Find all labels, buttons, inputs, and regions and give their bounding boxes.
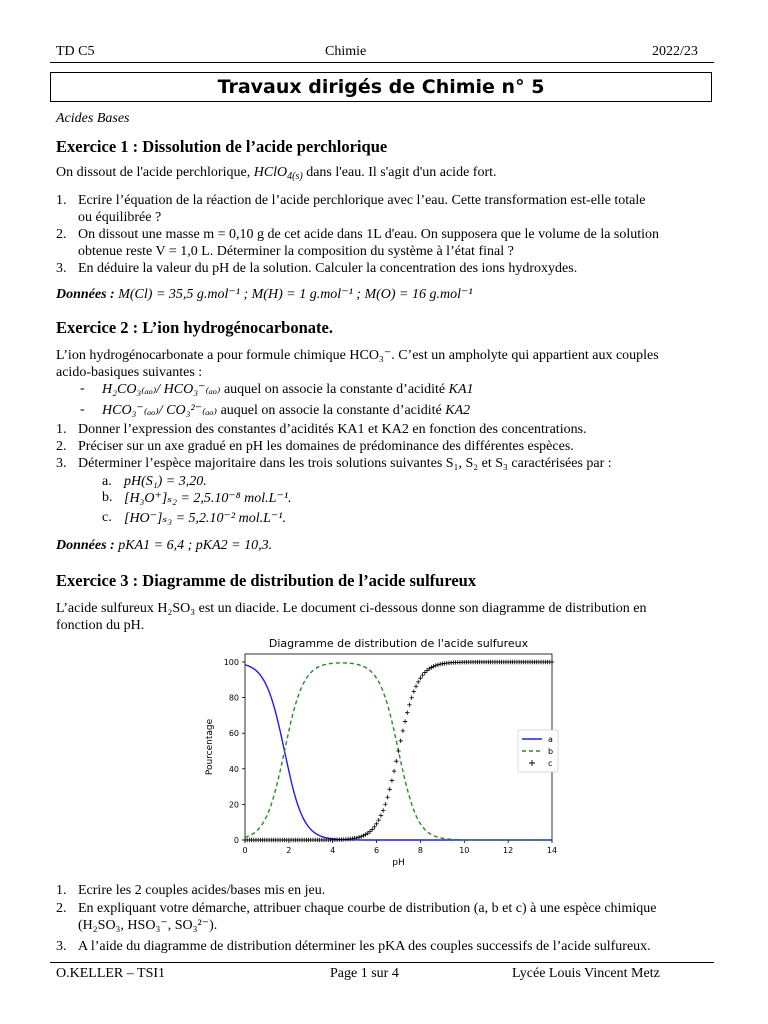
exercise-3-q2 bbox=[56, 900, 716, 936]
question-text bbox=[78, 226, 718, 260]
couple-text: auquel on associe la constante d’acidité bbox=[217, 403, 446, 418]
sub-item-label: c. bbox=[102, 510, 112, 525]
series-c-point bbox=[431, 664, 435, 668]
list-number: 2. bbox=[56, 439, 67, 454]
x-tick-label: 14 bbox=[546, 846, 558, 855]
x-tick-label: 8 bbox=[417, 846, 423, 855]
couple-formula: HCO₃⁻₍ₐₒ₎/ CO₃²⁻₍ₐₒ₎ bbox=[102, 403, 218, 418]
sub-item-text: pH(S₁) = 3,20. bbox=[124, 474, 207, 489]
x-tick-label: 10 bbox=[459, 846, 470, 855]
question-text: A l’aide du diagramme de distribution déterminer les pKA des couples successifs de l’acide sulfureux. bbox=[78, 939, 651, 954]
series-c-point bbox=[398, 739, 402, 743]
list-number: 2. bbox=[56, 227, 67, 242]
legend-label: a bbox=[548, 735, 553, 744]
legend-label: b bbox=[548, 747, 554, 756]
data-text: pKA1 = 6,4 ; pKA2 = 10,3. bbox=[114, 538, 273, 553]
intro-line: acido-basiques suivantes : bbox=[56, 365, 203, 380]
series-c-point bbox=[359, 834, 363, 838]
exercise-1-title: Exercice 1 : Dissolution de l’acide perchlorique bbox=[56, 137, 388, 156]
exercise-1-q1 bbox=[56, 192, 716, 226]
question-text bbox=[78, 900, 718, 934]
exercise-1-intro bbox=[56, 164, 716, 185]
exercise-1-intro-end: dans l'eau. Il s'agit d'un acide fort. bbox=[302, 165, 497, 180]
distribution-chart bbox=[200, 634, 568, 878]
bullet-dash: - bbox=[80, 402, 85, 417]
exercise-1-data bbox=[56, 286, 716, 303]
question-text: Ecrire les 2 couples acides/bases mis en jeu. bbox=[78, 883, 326, 898]
couple-constant: KA2 bbox=[445, 403, 471, 418]
series-c-point bbox=[374, 822, 378, 826]
series-c-point bbox=[396, 749, 400, 753]
couple-text: auquel on associe la constante d’acidité bbox=[220, 382, 449, 397]
y-axis-label: Pourcentage bbox=[205, 718, 215, 776]
plot-area bbox=[245, 654, 552, 840]
y-tick-label: 20 bbox=[228, 800, 239, 810]
page-subtitle: Acides Bases bbox=[56, 111, 130, 126]
series-c-point bbox=[388, 787, 392, 791]
y-tick-label: 100 bbox=[223, 658, 239, 667]
header-course: TD C5 bbox=[56, 44, 95, 59]
question-text bbox=[78, 192, 718, 226]
series-c-point bbox=[390, 778, 394, 782]
question-line: (H₂SO₃, HSO₃⁻, SO₃²⁻). bbox=[78, 918, 218, 933]
question-text: En déduire la valeur du pH de la solution. Calculer la concentration des ions hydroxydes. bbox=[78, 261, 578, 276]
series-c-point bbox=[414, 684, 418, 688]
question-line: obtenue reste V = 1,0 L. Déterminer la composition du système à l’état final ? bbox=[78, 244, 514, 259]
series-c-point bbox=[403, 719, 407, 723]
list-number: 3. bbox=[56, 939, 67, 954]
series-c-point bbox=[377, 818, 381, 822]
sub-item-text: [H₃O⁺]ₛ₂ = 2,5.10⁻⁸ mol.L⁻¹. bbox=[124, 491, 292, 506]
footer-page: Page 1 sur 4 bbox=[330, 966, 399, 981]
list-number: 1. bbox=[56, 193, 67, 208]
sub-item-text: [HO⁻]ₛ₃ = 5,2.10⁻² mol.L⁻¹. bbox=[124, 511, 286, 526]
couple-2 bbox=[80, 402, 471, 418]
intro-line: L’acide sulfureux H₂SO₃ est un diacide. Le document ci-dessous donne son diagramme de distribution en bbox=[56, 601, 647, 616]
list-number: 3. bbox=[56, 261, 67, 276]
question-line: Ecrire l’équation de la réaction de l’acide perchlorique avec l’eau. Cette transformation est-elle totale bbox=[78, 193, 646, 208]
footer-author: O.KELLER – TSI1 bbox=[56, 966, 166, 981]
series-c-point bbox=[434, 663, 438, 667]
intro-line: L’ion hydrogénocarbonate a pour formule chimique HCO₃⁻. C’est un ampholyte qui appartient aux couples bbox=[56, 348, 659, 363]
formula: HClO bbox=[253, 165, 288, 180]
y-tick-label: 60 bbox=[228, 729, 239, 739]
list-number: 1. bbox=[56, 883, 67, 898]
exercise-2-data bbox=[56, 537, 716, 554]
sub-item-label: a. bbox=[102, 474, 112, 489]
exercise-2-title: Exercice 2 : L’ion hydrogénocarbonate. bbox=[56, 318, 333, 337]
series-c-point bbox=[412, 689, 416, 693]
series-c-point bbox=[379, 813, 383, 817]
x-tick-label: 4 bbox=[330, 846, 336, 855]
couple-1-text bbox=[102, 381, 474, 398]
solution-b bbox=[102, 490, 292, 506]
intro-line: fonction du pH. bbox=[56, 618, 145, 633]
couple-formula: H₂CO₃₍ₐₒ₎/ HCO₃⁻₍ₐₒ₎ bbox=[102, 382, 221, 397]
series-c-point bbox=[420, 673, 424, 677]
footer-school: Lycée Louis Vincent Metz bbox=[512, 966, 660, 981]
chart-title: Diagramme de distribution de l'acide sulfureux bbox=[268, 637, 529, 650]
series-c-point bbox=[407, 703, 411, 707]
data-label: Données : bbox=[56, 287, 115, 302]
series-c-point bbox=[423, 670, 427, 674]
header-subject: Chimie bbox=[325, 44, 367, 59]
series-c-point bbox=[401, 729, 405, 733]
list-number: 1. bbox=[56, 422, 67, 437]
exercise-3-intro bbox=[56, 600, 716, 634]
y-tick-label: 80 bbox=[228, 693, 239, 703]
question-text: Donner l’expression des constantes d’acidités KA1 et KA2 en fonction des concentrations. bbox=[78, 422, 587, 437]
series-c-point bbox=[370, 827, 374, 831]
x-tick-label: 6 bbox=[374, 846, 380, 855]
couple-constant: KA1 bbox=[448, 382, 474, 397]
data-text: M(Cl) = 35,5 g.mol⁻¹ ; M(H) = 1 g.mol⁻¹ ; M(O) = 16 g.mol⁻¹ bbox=[114, 287, 473, 302]
question-text: Préciser sur un axe gradué en pH les domaines de prédominance des différentes espèces. bbox=[78, 439, 574, 454]
question-line: On dissout une masse m = 0,10 g de cet acide dans 1L d'eau. On supposera que le volume de la solution bbox=[78, 227, 660, 242]
legend-label: c bbox=[548, 759, 553, 768]
x-tick-label: 0 bbox=[242, 846, 248, 855]
series-c-point bbox=[372, 825, 376, 829]
series-c-point bbox=[436, 663, 440, 667]
series-c-point bbox=[416, 680, 420, 684]
question-line: ou équilibrée ? bbox=[78, 210, 162, 225]
question-text: Déterminer l’espèce majoritaire dans les trois solutions suivantes S₁, S₂ et S₃ caractérisées par : bbox=[78, 456, 612, 471]
series-c-point bbox=[405, 710, 409, 714]
x-axis-label: pH bbox=[392, 858, 405, 868]
couple-1 bbox=[80, 381, 474, 397]
series-c-point bbox=[418, 676, 422, 680]
exercise-3-title: Exercice 3 : Diagramme de distribution de l’acide sulfureux bbox=[56, 571, 477, 590]
x-tick-label: 2 bbox=[286, 846, 292, 855]
list-number: 2. bbox=[56, 901, 67, 916]
couple-2-text bbox=[102, 402, 470, 419]
y-tick-label: 0 bbox=[233, 836, 239, 845]
series-c-point bbox=[385, 795, 389, 799]
series-c-point bbox=[357, 835, 361, 839]
series-c-point bbox=[550, 660, 554, 664]
sub-item-label: b. bbox=[102, 490, 113, 505]
solution-c bbox=[102, 510, 286, 526]
header-rule bbox=[50, 62, 714, 63]
solution-a bbox=[102, 474, 207, 490]
y-tick-label: 40 bbox=[228, 764, 239, 774]
series-c-point bbox=[383, 802, 387, 806]
series-c-point bbox=[394, 759, 398, 763]
series-c-point bbox=[361, 833, 365, 837]
data-label: Données : bbox=[56, 538, 115, 553]
series-c-point bbox=[438, 662, 442, 666]
exercise-1-q2 bbox=[56, 226, 716, 260]
page-title: Travaux dirigés de Chimie n° 5 bbox=[50, 72, 712, 102]
bullet-dash: - bbox=[80, 381, 85, 396]
list-number: 3. bbox=[56, 456, 67, 471]
series-c-point bbox=[392, 769, 396, 773]
exercise-1-intro-start: On dissout de l'acide perchlorique, bbox=[56, 165, 254, 180]
footer-rule bbox=[50, 962, 714, 963]
header-year: 2022/23 bbox=[652, 44, 698, 59]
series-c-point bbox=[409, 696, 413, 700]
question-line: En expliquant votre démarche, attribuer chaque courbe de distribution (a, b et c) à une espèce chimique bbox=[78, 901, 657, 916]
series-c-point bbox=[381, 808, 385, 812]
formula-subscript: 4(s) bbox=[287, 171, 303, 182]
exercise-2-intro bbox=[56, 347, 716, 381]
x-tick-label: 12 bbox=[503, 846, 514, 855]
